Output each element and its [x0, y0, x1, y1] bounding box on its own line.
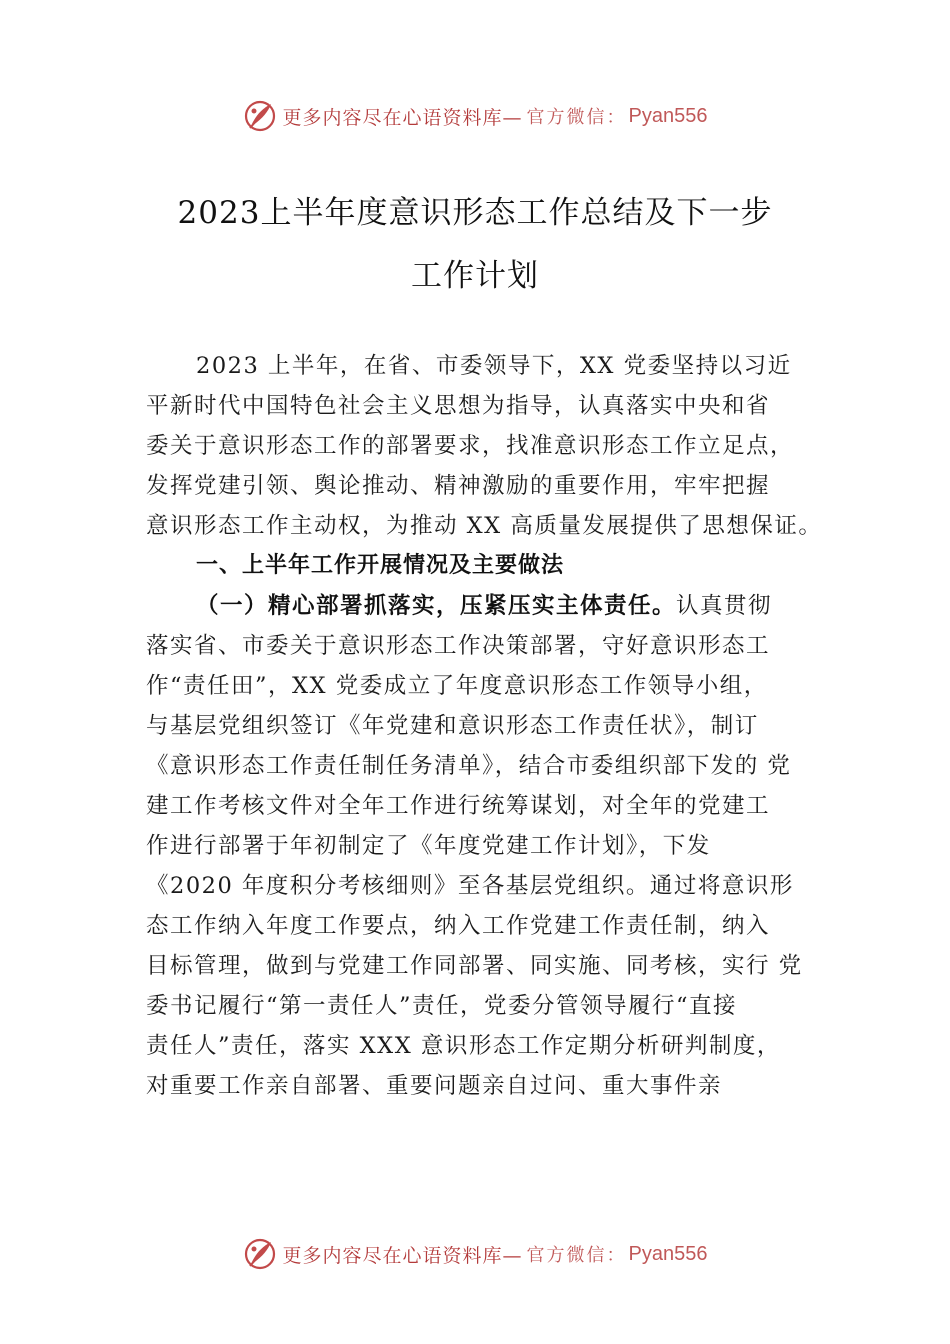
paragraph-line: 发挥党建引领、舆论推动、精神激励的重要作用，牢牢把握: [146, 473, 771, 499]
subsection-heading: （一）精心部署抓落实，压紧压实主体责任。: [196, 593, 677, 619]
paragraph-line: 建工作考核文件对全年工作进行统筹谋划，对全年的党建工: [146, 793, 771, 819]
document-title-line-1: 2023上半年度意识形态工作总结及下一步: [177, 195, 773, 231]
paragraph-line: 作进行部署于年初制定了《年度党建工作计划》，下发: [146, 833, 711, 859]
paragraph-line: 平新时代中国特色社会主义思想为指导，认真落实中央和省: [146, 393, 771, 419]
paragraph-line: 2023 上半年，在省、市委领导下，XX 党委坚持以习近: [196, 353, 792, 379]
header-banner: [0, 96, 950, 136]
feather-pen-logo-icon: [243, 99, 277, 133]
paragraph-line: 委关于意识形态工作的部署要求，找准意识形态工作立足点，: [146, 433, 795, 459]
paragraph-line: 目标管理，做到与党建工作同部署、同实施、同考核，实行 党: [146, 953, 803, 979]
paragraph-line: 对重要工作亲自部署、重要问题亲自过问、重大事件亲: [146, 1073, 723, 1099]
feather-pen-logo-icon: [243, 1237, 277, 1271]
banner-wechat-label: 官方微信：: [526, 107, 627, 128]
document-title-line-2: 工作计划: [411, 258, 539, 294]
section-heading: 一、上半年工作开展情况及主要做法: [196, 553, 565, 578]
banner-wechat-label: 官方微信：: [526, 1245, 627, 1266]
paragraph-line: 与基层党组织签订《年党建和意识形态工作责任状》，制订: [146, 713, 759, 739]
footer-banner: [0, 1234, 950, 1274]
subsection-first-line-rest: 认真贯彻: [676, 593, 773, 619]
paragraph-line: 委书记履行“第一责任人”责任，党委分管领导履行“直接: [146, 993, 738, 1019]
banner-text: 更多内容尽在心语资料库—: [282, 106, 523, 129]
banner-wechat-id: Pyan556: [628, 104, 708, 127]
paragraph-line: 《意识形态工作责任制任务清单》，结合市委组织部下发的 党: [146, 753, 792, 779]
paragraph-line: 责任人”责任，落实 XXX 意识形态工作定期分析研判制度，: [146, 1033, 781, 1059]
paragraph-line: 作“责任田”，XX 党委成立了年度意识形态工作领导小组，: [146, 673, 768, 699]
subsection-first-line: [146, 586, 812, 626]
paragraph-line: 《2020 年度积分考核细则》至各基层党组织。通过将意识形: [146, 873, 794, 899]
banner-text: 更多内容尽在心语资料库—: [282, 1244, 523, 1267]
paragraph-line: 态工作纳入年度工作要点，纳入工作党建工作责任制，纳入: [146, 913, 771, 939]
banner-wechat-id: Pyan556: [628, 1242, 708, 1265]
paragraph-line: 意识形态工作主动权，为推动 XX 高质量发展提供了思想保证。: [146, 513, 823, 539]
document-body: [146, 346, 823, 1106]
paragraph-line: 落实省、市委关于意识形态工作决策部署，守好意识形态工: [146, 633, 771, 659]
